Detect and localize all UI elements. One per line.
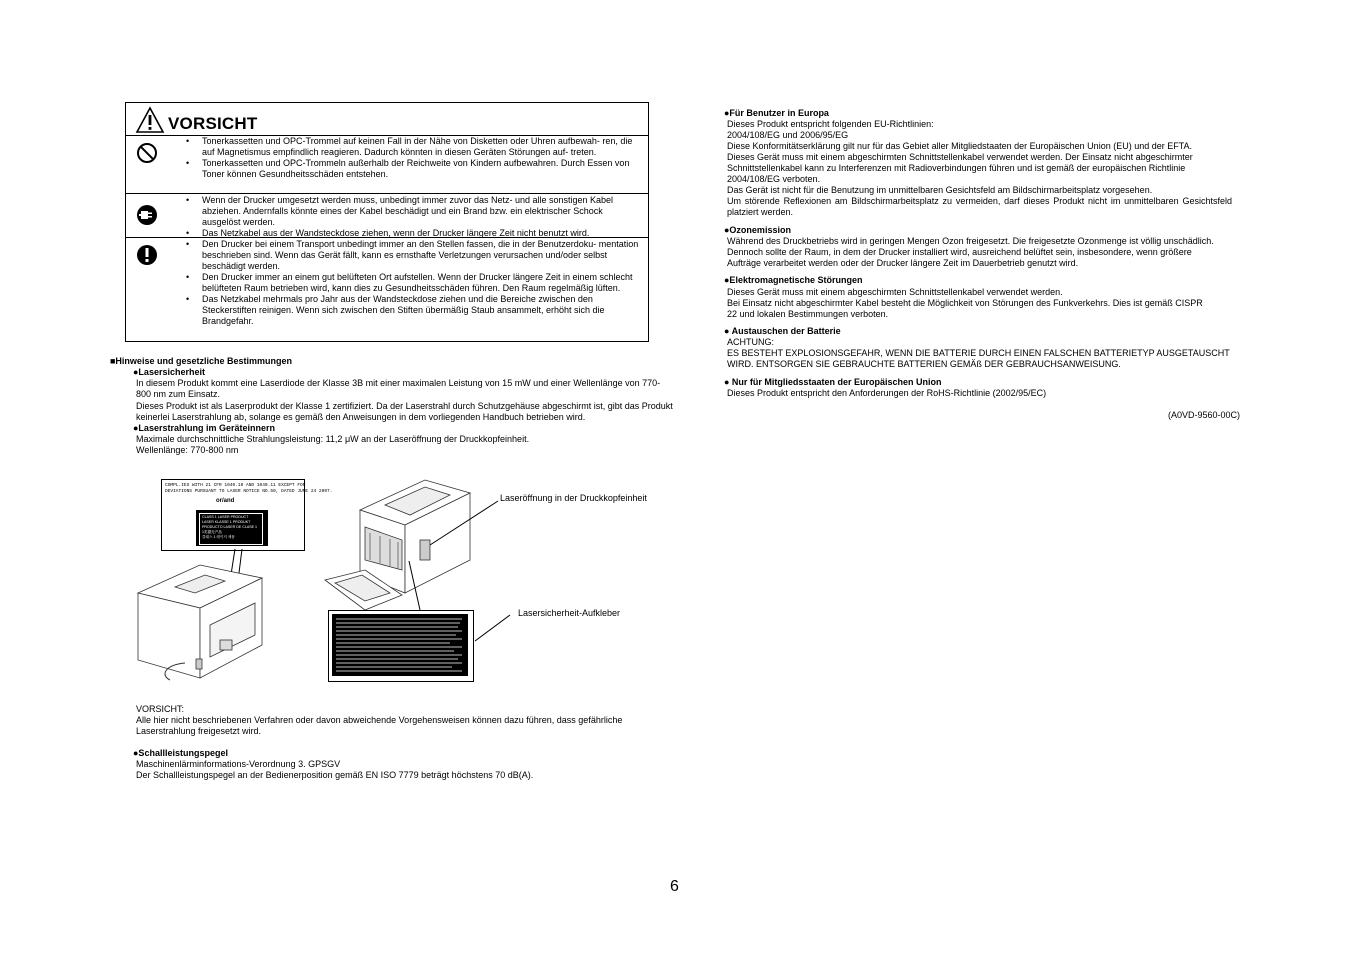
caution-item: • Den Drucker immer an einem gut belüfteten Ort aufstellen. Wenn der Drucker längere Zeit in einem schlecht belüfteten Raum betrieben wird, kann dies zu Gesundheitsschäden führen. Den Raum regelmäßig lüften. (186, 272, 641, 294)
europe-heading: ●Für Benutzer in Europa (724, 108, 829, 118)
caution-row (126, 238, 648, 341)
sticker-content (332, 614, 468, 676)
europe-paragraph: Um störende Reflexionen am Bildschirmarbeitsplatz zu vermeiden, darf dieses Produkt nicht im unmittelbaren Gesichtsfeld platziert werden. (727, 196, 1232, 217)
battery-heading: ● Austauschen der Batterie (724, 326, 841, 336)
caution-item: • Tonerkassetten und OPC-Trommel auf keinen Fall in der Nähe von Disketten oder Uhren aufbewah- ren, die auf Magnetismus empfindlich reagieren. Dadurch könnten in diesen Geräten Störungen auf- treten. (186, 136, 641, 158)
class-label-line: LASER KLASSE 1 PRODUKT (202, 520, 251, 524)
europe-paragraph: Dieses Gerät muss mit einem abgeschirmten Schnittstellenkabel verwendet werden. Der Einsatz nicht abgeschirmter Schnittstellenkabel kann zu Interferenzen mit Radioverbindungen führen und ist gemäß der europäischen Richtlinie 2004/108/EG verboten. (727, 152, 1193, 184)
europe-paragraph: Das Gerät ist nicht für die Benutzung im unmittelbaren Gesichtsfeld am Bildschirmarbeitsplatz vorgesehen. (727, 185, 1153, 195)
caution-item: • Das Netzkabel mehrmals pro Jahr aus der Wandsteckdose ziehen und die Bereiche zwischen den Steckerstiften reinigen. Wenn sich zwischen den Stiften übermäßig Staub ansammelt, erhöht sich die Brandgefahr. (186, 294, 641, 327)
emc-heading: ●Elektromagnetische Störungen (724, 275, 863, 285)
caution-note-title: VORSICHT: (136, 704, 185, 714)
caution-title: VORSICHT (168, 114, 258, 133)
europe-paragraph: Diese Konformitätserklärung gilt nur für das Gebiet aller Mitgliedstaaten der Europäischen Union (EU) und der EFTA. (727, 141, 1193, 151)
caution-row (126, 194, 648, 238)
laser-radiation-paragraph: Maximale durchschnittliche Strahlungsleistung: 11,2 μW an der Laseröffnung der Druckkopfeinheit. (136, 434, 530, 444)
class-label-line: 클래스 1 레이저 제품 (202, 535, 235, 539)
or-and-text: or/and (216, 498, 235, 504)
caution-item: • Den Drucker bei einem Transport unbedingt immer an den Stellen fassen, die in der Benutzerdoku- mentation beschrieben sind. Wenn das Gerät fällt, kann es ernsthafte Verletzungen verursachen und/oder selbst beschädigt werden. (186, 239, 641, 272)
eu-members-paragraph: Dieses Produkt entspricht den Anforderungen der RoHS-Richtlinie (2002/95/EC) (727, 388, 1047, 398)
unplug-icon (136, 204, 158, 226)
class-label-line: PRODUCTO LASER DE CLASE 1 (202, 525, 258, 529)
caution-item: • Das Netzkabel aus der Wandsteckdose ziehen, wenn der Drucker längere Zeit nicht benutzt wird. (186, 228, 641, 239)
exclamation-icon (136, 244, 158, 266)
laser-opening-caption: Laseröffnung in der Druckkopfeinheit (500, 493, 647, 503)
battery-paragraph: ACHTUNG: (727, 337, 774, 347)
caution-row (126, 136, 648, 194)
europe-paragraph: Dieses Produkt entspricht folgenden EU-Richtlinien: (727, 119, 934, 129)
printer-label-figure (130, 475, 670, 690)
certification-text: DEVIATIONS PURSUANT TO LASER NOTICE NO.50, DATED JUNE 24 2007. (165, 489, 333, 494)
page-number: 6 (670, 878, 679, 895)
section-heading: ■Hinweise und gesetzliche Bestimmungen (110, 356, 292, 366)
wavelength-text: Wellenlänge: 770-800 nm (136, 445, 239, 455)
emc-paragraph: Dieses Gerät muss mit einem abgeschirmten Schnittstellenkabel verwendet werden. (727, 287, 1063, 297)
eu-members-heading: ● Nur für Mitgliedsstaaten der Europäischen Union (724, 377, 942, 387)
europe-paragraph: 2004/108/EG und 2006/95/EG (727, 130, 849, 140)
ozone-heading: ●Ozonemission (724, 225, 791, 235)
sound-level-text: Der Schallleistungspegel an der Bedienerposition gemäß EN ISO 7779 beträgt höchstens 70 dB(A). (136, 770, 534, 780)
prohibition-icon (136, 142, 158, 164)
certification-text: COMPL.IES WITH 21 CFR 1040.10 AND 1040.11 EXCEPT FOR (165, 483, 306, 488)
caution-item: • Wenn der Drucker umgesetzt werden muss, unbedingt immer zuvor das Netz- und alle sonstigen Kabel abziehen. Andernfalls könnte eines der Kabel beschädigt und ein Brand bzw. ein elektrischer Schock ausgelöst werden. (186, 195, 641, 228)
warning-triangle-icon (135, 106, 165, 134)
caution-table (125, 102, 649, 342)
caution-note-text: Alle hier nicht beschriebenen Verfahren oder davon abweichende Vorgehensweisen können dazu führen, dass gefährliche Laserstrahlung freigesetzt wird. (136, 715, 623, 736)
ozone-paragraph: Während des Druckbetriebs wird in geringen Mengen Ozon freigesetzt. Die freigesetzte Ozonmenge ist völlig unschädlich. Dennoch sollte der Raum, in dem der Drucker installiert wird, ausreichend belüftet sein, insbesondere, wenn größere Aufträge verarbeitet werden oder der Drucker längere Zeit im Dauerbetrieb genutzt wird. (727, 236, 1214, 268)
class-label-line: CLASS 1 LASER PRODUCT (202, 515, 249, 519)
document-code: (A0VD-9560-00C) (1167, 410, 1240, 420)
laser-safety-paragraph: In diesem Produkt kommt eine Laserdiode der Klasse 3B mit einer maximalen Leistung von 15 mW und einer Wellenlänge von 770-800 nm zum Einsatz. (136, 378, 661, 399)
caution-item: • Tonerkassetten und OPC-Trommeln außerhalb der Reichweite von Kindern aufbewahren. Durch Essen von Toner können Gesundheitsschäden entstehen. (186, 158, 641, 180)
laser-safety-sticker (328, 610, 474, 682)
laser-safety-heading: ●Lasersicherheit (133, 367, 205, 377)
emc-paragraph: Bei Einsatz nicht abgeschirmter Kabel besteht die Möglichkeit von Störungen des Funkverkehrs. Dies ist gemäß CISPR 22 und lokalen Bestimmungen verboten. (727, 298, 1203, 319)
laser-sticker-caption: Lasersicherheit-Aufkleber (518, 608, 621, 618)
class-label-line: 1类激光产品 (202, 530, 222, 534)
sound-level-text: Maschinenlärminformations-Verordnung 3. GPSGV (136, 759, 341, 769)
caution-header (126, 103, 648, 136)
sound-level-heading: ●Schallleistungspegel (133, 748, 228, 758)
battery-paragraph: ES BESTEHT EXPLOSIONSGEFAHR, WENN DIE BATTERIE DURCH EINEN FALSCHEN BATTERIETYP AUSGETAUSCHT WIRD. ENTSORGEN SIE GEBRAUCHTE BATTERIEN GEMÄß DER GEBRAUCHSANWEISUNG. (727, 348, 1230, 369)
laser-safety-paragraph: Dieses Produkt ist als Laserprodukt der Klasse 1 zertifiziert. Da der Laserstrahl durch Schutzgehäuse abgeschirmt ist, gibt das Produkt keinerlei Laserstrahlung ab, solange es gemäß den Anweisungen in dem vorliegenden Handbuch betrieben wird. (136, 401, 673, 422)
laser-radiation-heading: ●Laserstrahlung im Geräteinnern (133, 423, 275, 433)
